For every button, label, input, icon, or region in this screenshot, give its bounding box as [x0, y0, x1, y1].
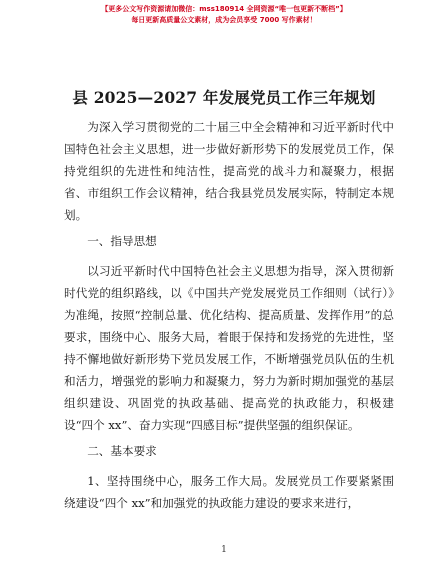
- promo-banner: [0, 4, 448, 26]
- section-1-paragraph: 以习近平新时代中国特色社会主义思想为指导，深入贯彻新时代党的组织路线，以《中国共产党发展党员工作细则（试行）》为准绳，按照“控制总量、优化结构、提高质量、发挥作用”的总要求，围绕中心、服务大局，着眼于保持和发扬党的先进性，坚持不懈地做好新形势下党员发展工作，不断增强党员队伍的生机和活力，增强党的影响力和凝聚力，努力为新时期加强党的基层组织建设、巩固党的执政基础、提高党的执政能力，积极建设“四个 xx”、奋力实现“四感目标”提供坚强的组织保证。: [64, 264, 394, 432]
- section-2-heading: 二、基本要求: [87, 444, 157, 458]
- document-body: [64, 116, 394, 514]
- intro-paragraph: 为深入学习贯彻党的二十届三中全会精神和习近平新时代中国特色社会主义思想，进一步做好新形势下的发展党员工作，保持党组织的先进性和纯洁性，提高党的战斗力和凝聚力，根据省、市组织工作会议精神，结合我县党员发展实际，特制定本规划。: [64, 120, 394, 222]
- promo-line-2: 每日更新高质量公文素材，成为会员享受 7000 写作素材！: [131, 16, 317, 24]
- page-number: 1: [221, 545, 227, 555]
- document-title: 县 2025—2027 年发展党员工作三年规划: [72, 88, 376, 107]
- promo-line-1: 【更多公文写作资源请加微信：mss180914 全网资源“唯一包更新不断档”】: [101, 5, 347, 13]
- section-2-paragraph: 1、坚持围绕中心，服务工作大局。发展党员工作要紧紧围绕建设“四个 xx”和加强党的执政能力建设的要求来进行，: [64, 474, 394, 510]
- section-1-heading: 一、指导思想: [87, 234, 157, 248]
